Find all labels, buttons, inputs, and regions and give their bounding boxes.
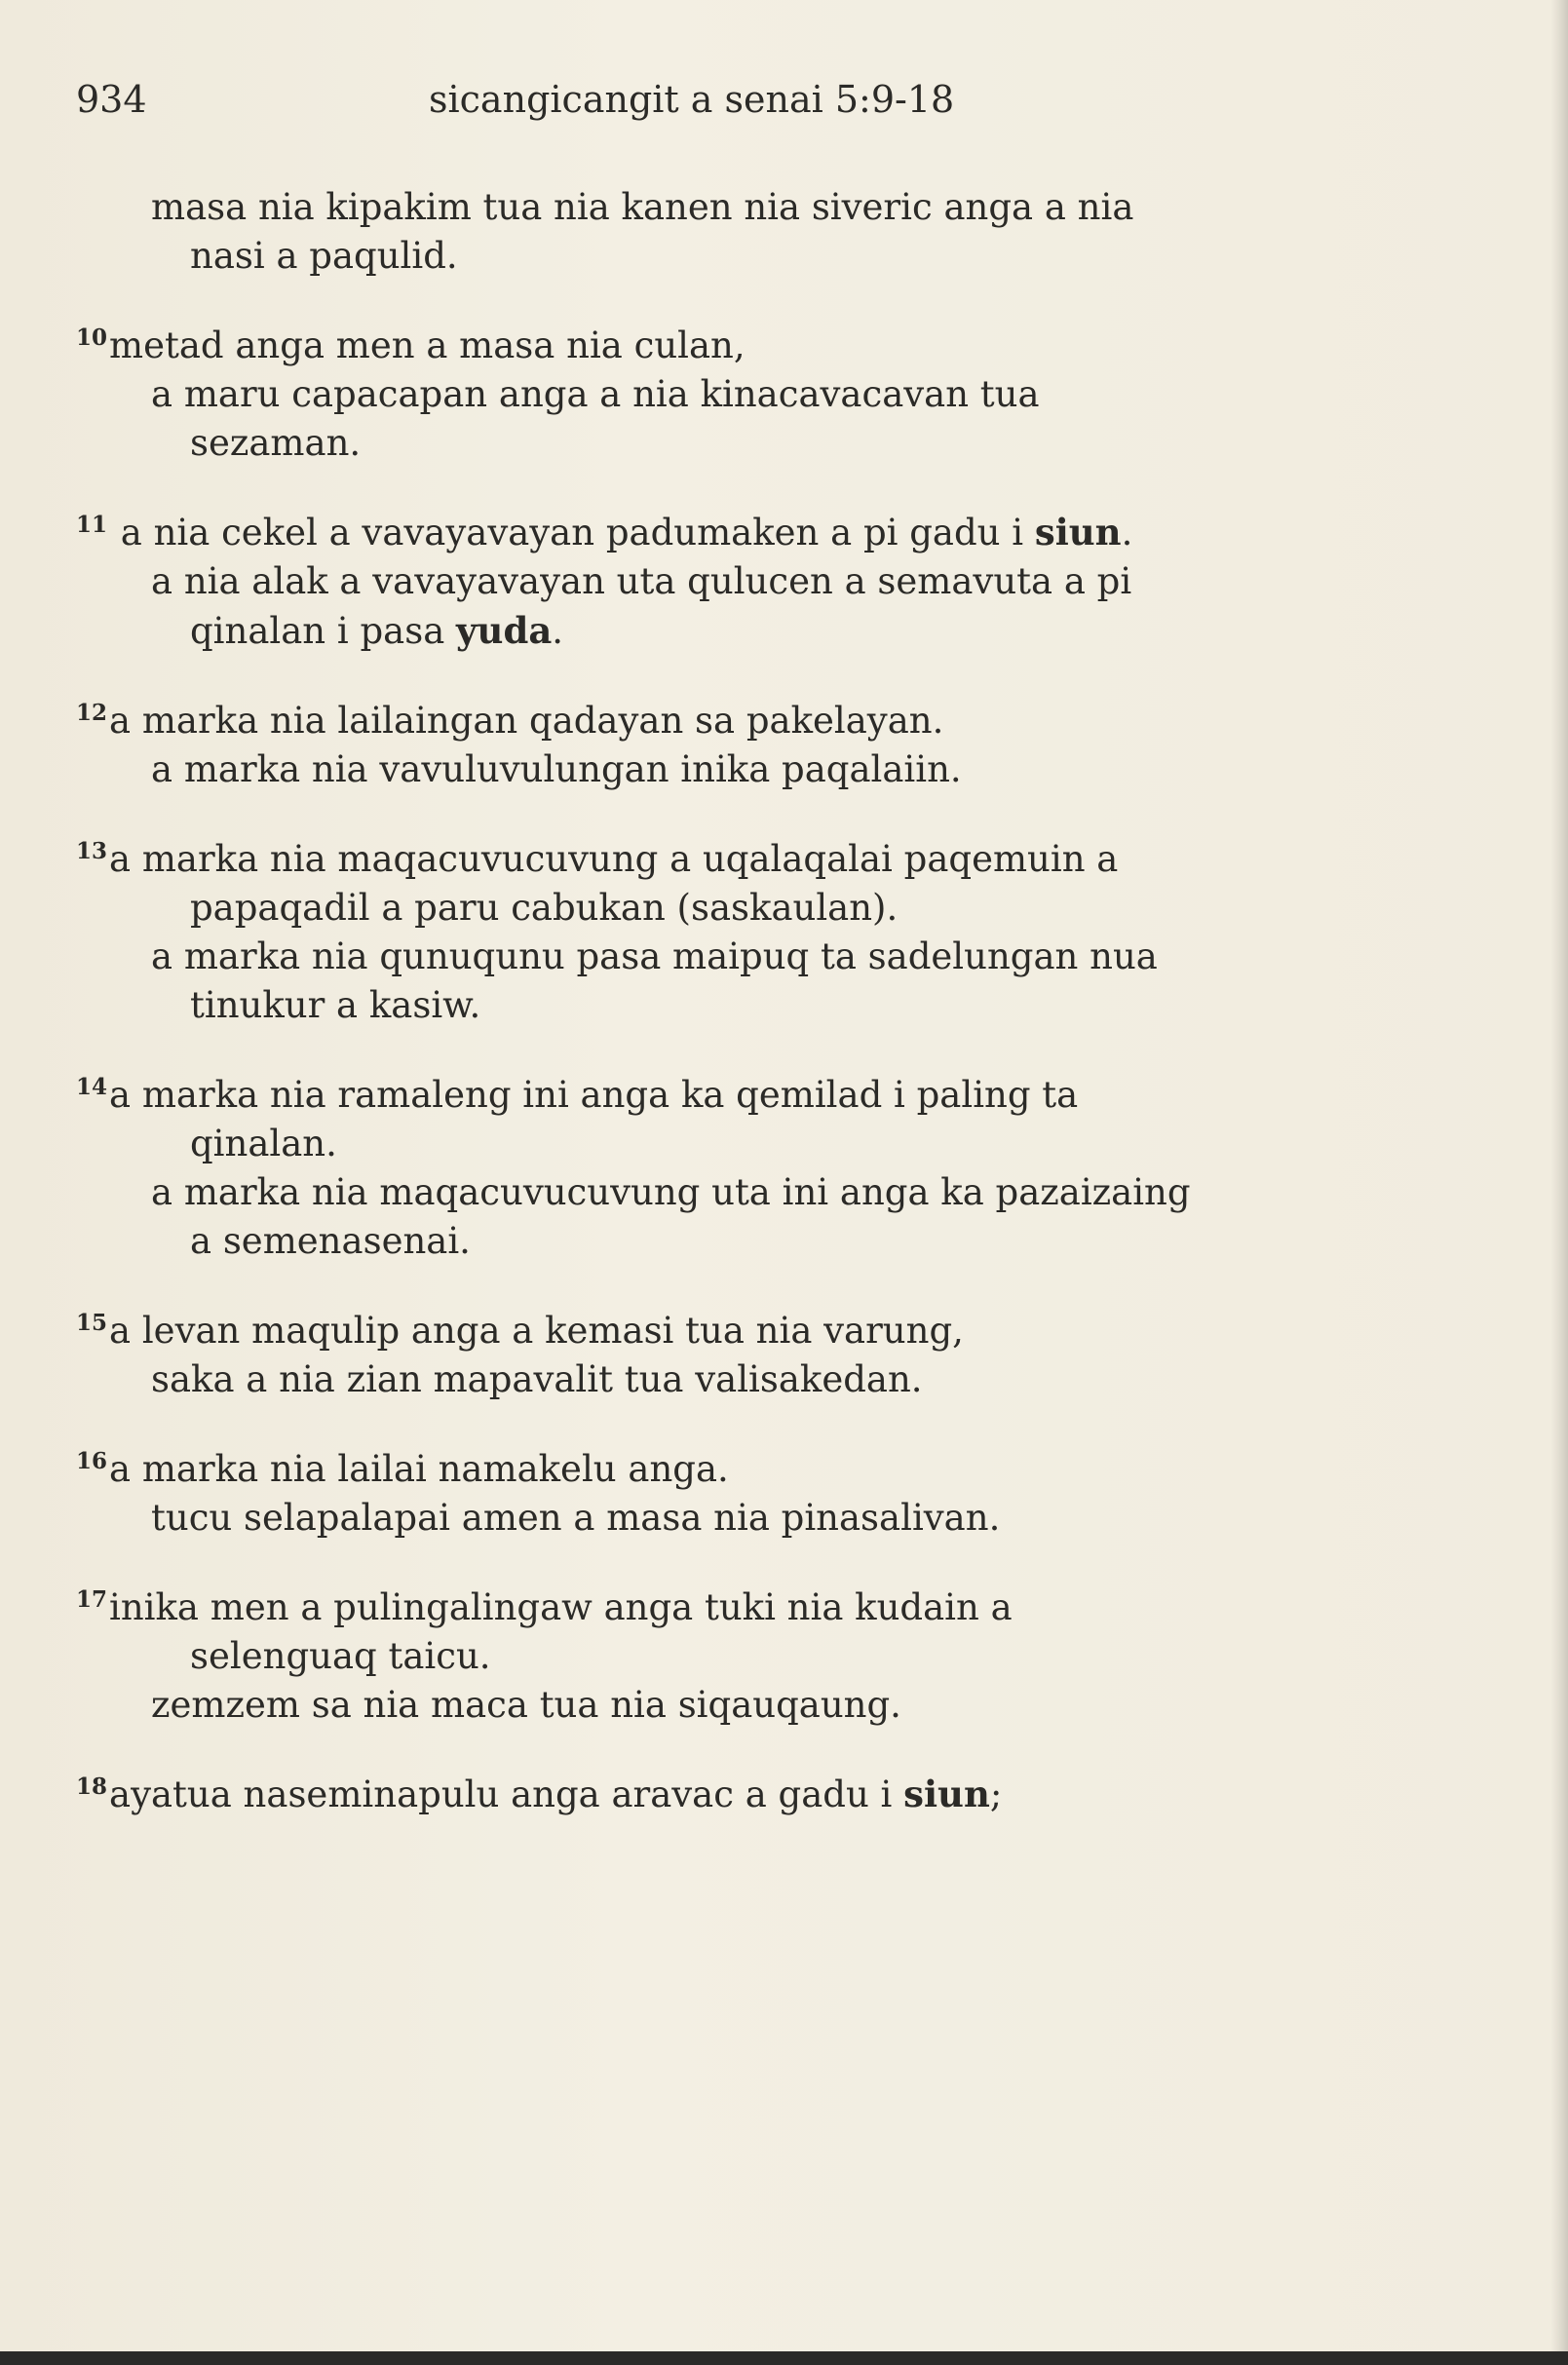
verse-line bbox=[0, 1576, 1462, 1632]
verse-line bbox=[0, 606, 1462, 656]
line-text: saka a nia zian mapavalit tua valisakedan. bbox=[151, 1358, 923, 1400]
verse-number: 14 bbox=[76, 1074, 108, 1100]
line-text: a marka nia lailaingan qadayan sa pakelayan. bbox=[109, 700, 944, 742]
verse-13 bbox=[0, 827, 1462, 1030]
line-text: inika men a pulingalingaw anga tuki nia kudain a bbox=[109, 1586, 1013, 1628]
line-text: sezaman. bbox=[190, 422, 362, 464]
line-text: masa nia kipakim tua nia kanen nia siveric anga a nia bbox=[151, 186, 1134, 228]
line-text: qinalan. bbox=[190, 1123, 337, 1164]
verse-cont bbox=[0, 183, 1462, 281]
verse-11 bbox=[0, 501, 1462, 656]
line-text: a nia alak a vavayavayan uta qulucen a semavuta a pi bbox=[151, 560, 1132, 602]
verse-number: 13 bbox=[76, 838, 108, 864]
verse-number: 10 bbox=[76, 324, 108, 351]
verse-line bbox=[0, 1299, 1462, 1355]
verse-line bbox=[0, 1063, 1462, 1120]
line-text: qinalan i pasa yuda. bbox=[190, 609, 564, 652]
line-text: a maru capacapan anga a nia kinacavacavan tua bbox=[151, 373, 1040, 415]
line-text: tinukur a kasiw. bbox=[190, 984, 481, 1026]
place-name: siun bbox=[1034, 511, 1122, 553]
running-head: sicangicangit a senai 5:9-18 bbox=[429, 78, 955, 121]
line-text: a nia cekel a vavayavayan padumaken a pi gadu i siun. bbox=[109, 511, 1133, 553]
verse-18 bbox=[0, 1763, 1462, 1819]
scripture-text bbox=[0, 183, 1462, 1852]
line-text: a marka nia vavuluvulungan inika paqalaiin. bbox=[151, 748, 962, 790]
verse-line bbox=[0, 1681, 1462, 1730]
verse-number: 11 bbox=[76, 512, 108, 538]
verse-number: 12 bbox=[76, 700, 108, 726]
line-text: a levan maqulip anga a kemasi tua nia varung, bbox=[109, 1310, 964, 1352]
verse-line bbox=[0, 314, 1462, 370]
verse-14 bbox=[0, 1063, 1462, 1266]
line-text: zemzem sa nia maca tua nia siqauqaung. bbox=[151, 1684, 901, 1726]
line-text: nasi a paqulid. bbox=[190, 235, 458, 277]
line-text: a marka nia lailai namakelu anga. bbox=[109, 1448, 729, 1490]
line-text: papaqadil a paru cabukan (saskaulan). bbox=[190, 887, 899, 929]
verse-line bbox=[0, 370, 1462, 419]
verse-number: 16 bbox=[76, 1448, 108, 1474]
page-header bbox=[76, 78, 1510, 136]
line-text: a marka nia maqacuvucuvung a uqalaqalai paqemuin a bbox=[109, 838, 1119, 880]
line-text: a marka nia maqacuvucuvung uta ini anga ka pazaizaing bbox=[151, 1171, 1191, 1213]
verse-line bbox=[0, 981, 1462, 1030]
verse-line bbox=[0, 884, 1462, 933]
verse-17 bbox=[0, 1576, 1462, 1730]
verse-line bbox=[0, 827, 1462, 884]
scan-bottom-border bbox=[0, 2351, 1568, 2365]
line-text: a marka nia qunuqunu pasa maipuq ta sadelungan nua bbox=[151, 935, 1158, 977]
place-name: siun bbox=[903, 1773, 990, 1815]
verse-10 bbox=[0, 314, 1462, 468]
verse-line bbox=[0, 232, 1462, 281]
line-text: a marka nia ramaleng ini anga ka qemilad i paling ta bbox=[109, 1074, 1079, 1116]
verse-12 bbox=[0, 689, 1462, 794]
verse-line bbox=[0, 557, 1462, 606]
verse-line bbox=[0, 1763, 1462, 1819]
verse-line bbox=[0, 933, 1462, 981]
verse-line bbox=[0, 1494, 1462, 1543]
line-text: a semenasenai. bbox=[190, 1220, 471, 1262]
page-number: 934 bbox=[76, 78, 147, 121]
verse-number: 17 bbox=[76, 1586, 108, 1613]
verse-line bbox=[0, 183, 1462, 232]
page-edge-shadow bbox=[1550, 0, 1568, 2351]
verse-line bbox=[0, 1355, 1462, 1404]
verse-line bbox=[0, 1217, 1462, 1266]
verse-line bbox=[0, 689, 1462, 745]
line-text: selenguaq taicu. bbox=[190, 1635, 491, 1677]
place-name: yuda bbox=[456, 609, 553, 652]
verse-number: 18 bbox=[76, 1774, 108, 1800]
line-text: metad anga men a masa nia culan, bbox=[109, 324, 746, 366]
line-text: ayatua naseminapulu anga aravac a gadu i siun; bbox=[109, 1773, 1003, 1815]
verse-number: 15 bbox=[76, 1310, 108, 1336]
verse-line bbox=[0, 419, 1462, 468]
line-text: tucu selapalapai amen a masa nia pinasalivan. bbox=[151, 1497, 1001, 1539]
verse-line bbox=[0, 1632, 1462, 1681]
verse-line bbox=[0, 745, 1462, 794]
verse-line bbox=[0, 1168, 1462, 1217]
verse-line bbox=[0, 1437, 1462, 1494]
verse-line bbox=[0, 1120, 1462, 1168]
verse-line bbox=[0, 501, 1462, 557]
verse-15 bbox=[0, 1299, 1462, 1404]
verse-16 bbox=[0, 1437, 1462, 1543]
